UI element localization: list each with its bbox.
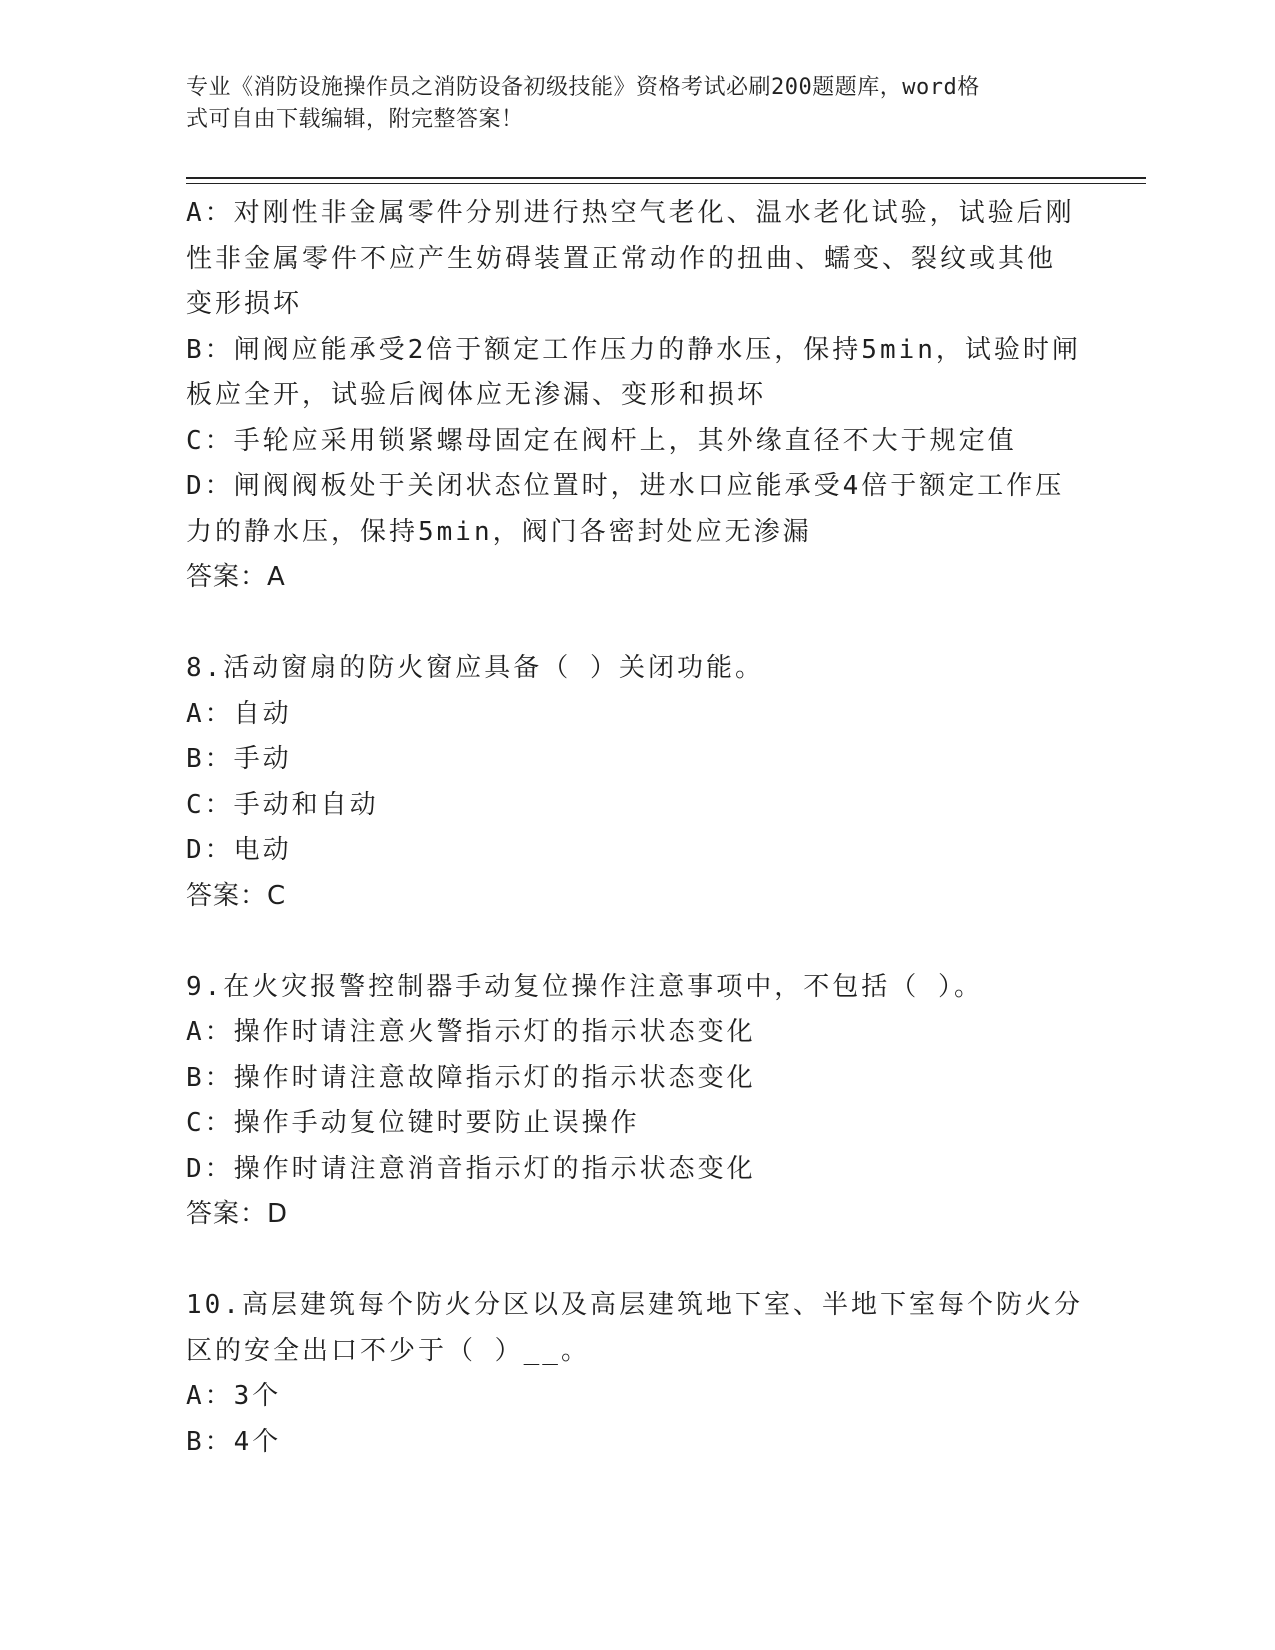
question-7-options	[186, 191, 1086, 601]
q7-option-d-line-1: D：闸阀阀板处于关闭状态位置时，进水口应能承受4倍于额定工作压	[186, 471, 1065, 501]
header-line-2: 式可自由下载编辑，附完整答案！	[186, 107, 524, 132]
document-header	[186, 72, 1066, 136]
q9-answer: 答案：D	[186, 1199, 289, 1229]
q8-question: 8.活动窗扇的防火窗应具备（ ）关闭功能。	[186, 653, 764, 683]
header-divider-thin	[186, 183, 1146, 184]
question-10	[186, 1283, 1086, 1465]
spacer	[186, 601, 1086, 647]
q7-option-b-line-1: B：闸阀应能承受2倍于额定工作压力的静水压，保持5min，试验时闸	[186, 334, 1081, 365]
q7-option-a-line-1: A：对刚性非金属零件分别进行热空气老化、温水老化试验，试验后刚	[186, 198, 1075, 228]
q8-option-c: C：手动和自动	[186, 789, 379, 820]
question-9	[186, 965, 1086, 1238]
q8-option-b: B：手动	[186, 744, 292, 774]
q7-option-a-line-3: 变形损坏	[186, 289, 303, 319]
question-content	[186, 191, 1086, 1465]
q7-option-b-line-2: 板应全开，试验后阀体应无渗漏、变形和损坏	[186, 380, 767, 410]
q7-option-c: C：手轮应采用锁紧螺母固定在阀杆上，其外缘直径不大于规定值	[186, 425, 1017, 456]
q9-option-c: C：操作手动复位键时要防止误操作	[186, 1108, 640, 1138]
q10-option-a: A：3个	[186, 1381, 282, 1411]
q10-question-line-1: 10.高层建筑每个防火分区以及高层建筑地下室、半地下室每个防火分	[186, 1290, 1083, 1320]
q8-option-d: D：电动	[186, 835, 292, 865]
q7-option-d-line-2: 力的静水压，保持5min，阀门各密封处应无渗漏	[186, 516, 812, 547]
q9-question: 9.在火灾报警控制器手动复位操作注意事项中，不包括（ ）。	[186, 971, 983, 1002]
q9-option-d: D：操作时请注意消音指示灯的指示状态变化	[186, 1153, 756, 1184]
spacer	[186, 1238, 1086, 1284]
spacer	[186, 919, 1086, 965]
q7-option-a-line-2: 性非金属零件不应产生妨碍装置正常动作的扭曲、蠕变、裂纹或其他	[186, 243, 1057, 274]
q9-option-a: A：操作时请注意火警指示灯的指示状态变化	[186, 1017, 756, 1047]
q8-answer: 答案：C	[186, 880, 287, 911]
header-line-1: 专业《消防设施操作员之消防设备初级技能》资格考试必刷200题题库，word格	[186, 75, 980, 100]
q10-question-line-2: 区的安全出口不少于（ ）__。	[186, 1335, 590, 1366]
q7-answer: 答案：A	[186, 562, 286, 592]
q9-option-b: B：操作时请注意故障指示灯的指示状态变化	[186, 1062, 756, 1093]
header-divider-thick	[186, 177, 1146, 179]
question-8	[186, 646, 1086, 919]
q8-option-a: A：自动	[186, 698, 292, 729]
q10-option-b: B：4个	[186, 1426, 282, 1457]
